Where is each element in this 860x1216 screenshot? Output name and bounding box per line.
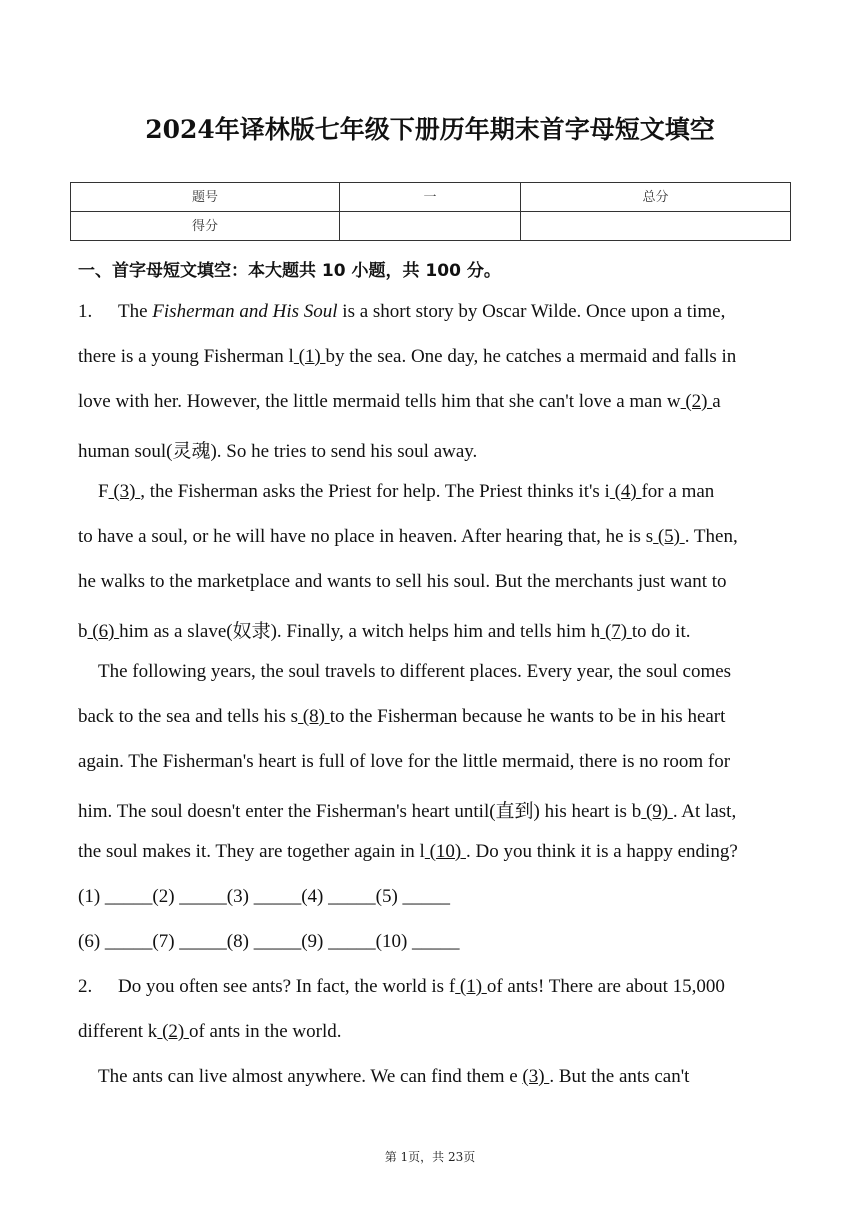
text: there is a young Fisherman l bbox=[78, 346, 294, 367]
blank-1[interactable]: (1) bbox=[293, 346, 326, 367]
q1-line-6 bbox=[78, 526, 738, 548]
text: . At last, bbox=[672, 801, 737, 822]
q2-line-2 bbox=[78, 1021, 341, 1043]
text: human soul(灵魂). So he tries to send his soul away. bbox=[78, 441, 478, 462]
q2-blank-2[interactable]: (2) bbox=[157, 1021, 189, 1042]
text: F bbox=[98, 481, 109, 502]
text: of ants! There are about 15,000 bbox=[486, 976, 725, 997]
text: different k bbox=[78, 1021, 158, 1042]
table-row bbox=[71, 212, 791, 241]
text: b bbox=[78, 621, 88, 642]
q1-line-4 bbox=[78, 436, 477, 463]
table-cell bbox=[521, 212, 791, 241]
section-heading: 一、首字母短文填空：本大题共 10 小题，共 100 分。 bbox=[78, 261, 501, 281]
question-number: 1. bbox=[78, 301, 93, 322]
text: he walks to the marketplace and wants to sell his soul. But the merchants just want to bbox=[78, 571, 727, 592]
text: the soul makes it. They are together again in l bbox=[78, 841, 425, 862]
q1-line-7 bbox=[78, 571, 727, 593]
page-footer: 第 1页，共 23页 bbox=[384, 1150, 476, 1164]
blank-8[interactable]: (8) bbox=[298, 706, 330, 727]
q1-line-1 bbox=[78, 301, 725, 323]
question-number: 2. bbox=[78, 976, 93, 997]
q1-line-2 bbox=[78, 346, 736, 368]
q1-line-8 bbox=[78, 616, 690, 643]
blank-9[interactable]: (9) bbox=[641, 801, 673, 822]
text: to the Fisherman because he wants to be in his heart bbox=[329, 706, 726, 727]
text: . Then, bbox=[684, 526, 738, 547]
answer-line-1[interactable]: (1) _____(2) _____(3) _____(4) _____(5) _____ bbox=[78, 886, 451, 907]
text: is a short story by Oscar Wilde. Once upon a time, bbox=[337, 301, 726, 322]
q2-blank-3[interactable]: (3) bbox=[522, 1066, 550, 1087]
text: . Do you think it is a happy ending? bbox=[465, 841, 738, 862]
q1-line-11 bbox=[78, 751, 730, 773]
q2-blank-1[interactable]: (1) bbox=[455, 976, 487, 997]
blank-5[interactable]: (5) bbox=[653, 526, 685, 547]
text: The ants can live almost anywhere. We can find them e bbox=[98, 1066, 523, 1087]
page-title: 2024年译林版七年级下册历年期末首字母短文填空 bbox=[145, 115, 715, 144]
answer-line-2[interactable]: (6) _____(7) _____(8) _____(9) _____(10) _____ bbox=[78, 931, 460, 952]
score-table bbox=[70, 182, 791, 241]
blank-6[interactable]: (6) bbox=[87, 621, 120, 642]
q1-line-3 bbox=[78, 391, 721, 413]
blank-10[interactable]: (10) bbox=[424, 841, 466, 862]
story-title: Fisherman and His Soul bbox=[152, 301, 338, 322]
table-cell: 一 bbox=[340, 183, 521, 212]
text: The following years, the soul travels to different places. Every year, the soul comes bbox=[98, 661, 732, 682]
table-cell bbox=[340, 212, 521, 241]
text: him as a slave(奴隶). Finally, a witch helps him and tells him h bbox=[119, 621, 601, 642]
table-cell: 总分 bbox=[521, 183, 791, 212]
text: a bbox=[712, 391, 721, 412]
text: by the sea. One day, he catches a mermaid and falls in bbox=[325, 346, 737, 367]
q1-line-10 bbox=[78, 706, 725, 728]
table-cell: 题号 bbox=[71, 183, 340, 212]
table-cell: 得分 bbox=[71, 212, 340, 241]
text: him. The soul doesn't enter the Fisherman's heart until(直到) his heart is b bbox=[78, 801, 642, 822]
text: again. The Fisherman's heart is full of love for the little mermaid, there is no room for bbox=[78, 751, 731, 772]
text: to do it. bbox=[631, 621, 691, 642]
text: back to the sea and tells his s bbox=[78, 706, 299, 727]
text: The bbox=[118, 301, 153, 322]
blank-7[interactable]: (7) bbox=[600, 621, 632, 642]
q1-line-13 bbox=[78, 841, 738, 863]
text: Do you often see ants? In fact, the world is f bbox=[118, 976, 456, 997]
text: love with her. However, the little mermaid tells him that she can't love a man w bbox=[78, 391, 681, 412]
q2-line-1 bbox=[78, 976, 725, 998]
table-row bbox=[71, 183, 791, 212]
text: . But the ants can't bbox=[549, 1066, 690, 1087]
q1-line-5 bbox=[98, 481, 714, 503]
q1-line-12 bbox=[78, 796, 736, 823]
text: of ants in the world. bbox=[188, 1021, 342, 1042]
q1-line-9 bbox=[98, 661, 731, 683]
q2-line-3 bbox=[98, 1066, 689, 1088]
text: to have a soul, or he will have no place in heaven. After hearing that, he is s bbox=[78, 526, 654, 547]
blank-3[interactable]: (3) bbox=[108, 481, 141, 502]
blank-2[interactable]: (2) bbox=[680, 391, 713, 412]
text: for a man bbox=[641, 481, 715, 502]
text: , the Fisherman asks the Priest for help. The Priest thinks it's i bbox=[140, 481, 610, 502]
blank-4[interactable]: (4) bbox=[609, 481, 642, 502]
